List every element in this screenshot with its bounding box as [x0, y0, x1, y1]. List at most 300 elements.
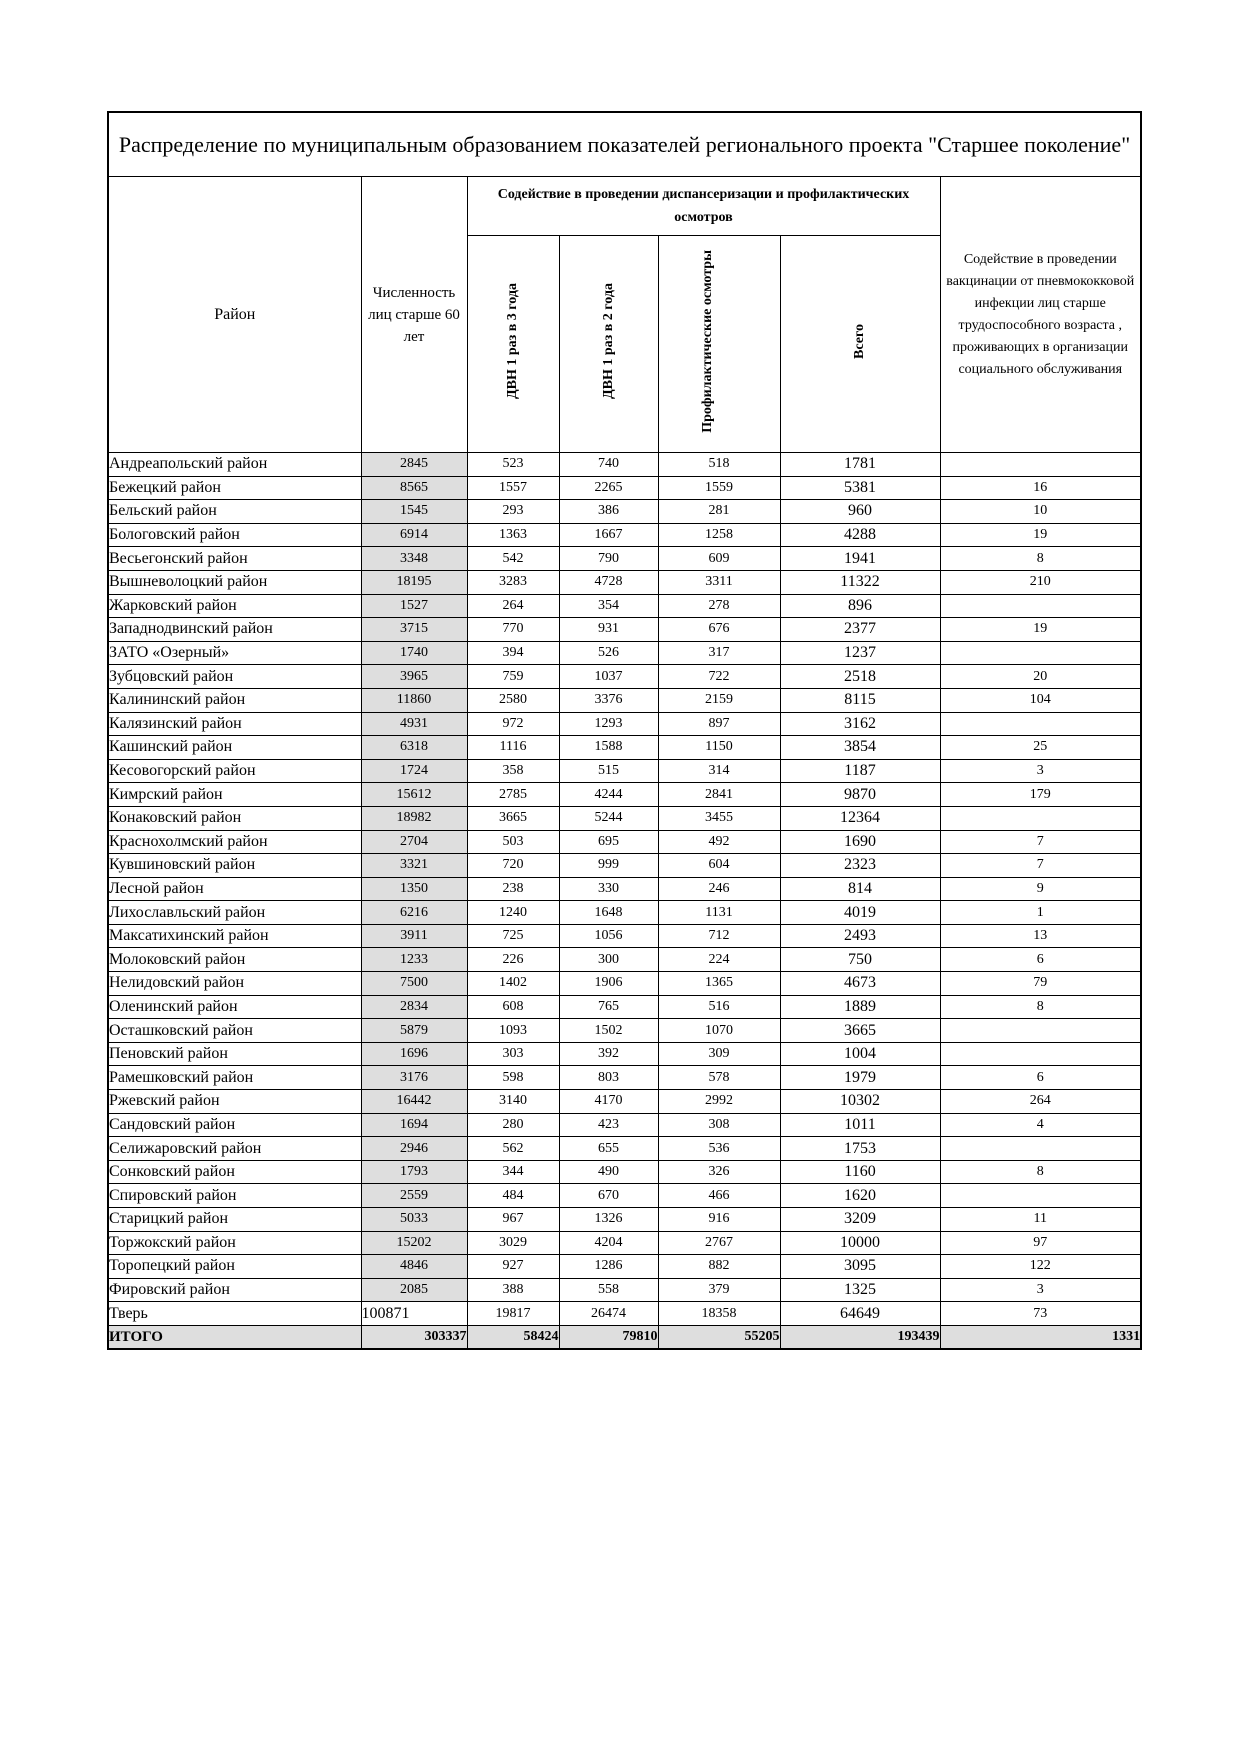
vaccination-cell: 9 [940, 877, 1141, 901]
district-name: Краснохолмский район [108, 830, 361, 854]
vaccination-cell [940, 1019, 1141, 1043]
total-cell: 193439 [780, 1325, 940, 1349]
vaccination-cell: 3 [940, 1278, 1141, 1302]
table-row [108, 1278, 1141, 1302]
dvn2-cell: 392 [559, 1042, 658, 1066]
preventive-cell: 712 [658, 924, 780, 948]
district-name: Бельский район [108, 500, 361, 524]
population-cell: 15202 [361, 1231, 467, 1255]
preventive-cell: 466 [658, 1184, 780, 1208]
table-row [108, 1208, 1141, 1232]
dvn3-cell: 19817 [467, 1302, 559, 1326]
population-cell: 3348 [361, 547, 467, 571]
population-cell: 6216 [361, 901, 467, 925]
population-cell: 1545 [361, 500, 467, 524]
total-cell: 2518 [780, 665, 940, 689]
table-row [108, 618, 1141, 642]
dvn2-cell: 655 [559, 1137, 658, 1161]
population-cell: 2085 [361, 1278, 467, 1302]
header-dvn-2-years: ДВН 1 раз в 2 года [559, 236, 658, 453]
table-row [108, 1042, 1141, 1066]
table-row [108, 641, 1141, 665]
dvn2-cell: 765 [559, 995, 658, 1019]
district-name: Осташковский район [108, 1019, 361, 1043]
population-cell: 1793 [361, 1160, 467, 1184]
table-row [108, 523, 1141, 547]
total-cell: 1187 [780, 759, 940, 783]
vaccination-cell: 179 [940, 783, 1141, 807]
table-row [108, 1184, 1141, 1208]
vaccination-cell: 16 [940, 476, 1141, 500]
preventive-cell: 317 [658, 641, 780, 665]
dvn3-cell: 358 [467, 759, 559, 783]
vaccination-cell [940, 1042, 1141, 1066]
preventive-cell: 281 [658, 500, 780, 524]
population-cell: 3965 [361, 665, 467, 689]
total-cell: 960 [780, 500, 940, 524]
preventive-cell: 326 [658, 1160, 780, 1184]
preventive-cell: 379 [658, 1278, 780, 1302]
table-row [108, 972, 1141, 996]
dvn3-cell: 2580 [467, 688, 559, 712]
total-cell: 814 [780, 877, 940, 901]
district-name: Кимрский район [108, 783, 361, 807]
dvn2-cell: 1286 [559, 1255, 658, 1279]
district-name: Сандовский район [108, 1113, 361, 1137]
population-cell: 2704 [361, 830, 467, 854]
table-row [108, 948, 1141, 972]
dvn2-cell: 300 [559, 948, 658, 972]
dvn3-cell: 3283 [467, 570, 559, 594]
dvn3-cell: 394 [467, 641, 559, 665]
total-cell: 10000 [780, 1231, 940, 1255]
dvn3-cell: 598 [467, 1066, 559, 1090]
table-row [108, 594, 1141, 618]
district-name: Калязинский район [108, 712, 361, 736]
total-cell: 4019 [780, 901, 940, 925]
dvn2-cell: 790 [559, 547, 658, 571]
dvn2-cell: 330 [559, 877, 658, 901]
dvn2-cell: 386 [559, 500, 658, 524]
preventive-cell: 2159 [658, 688, 780, 712]
preventive-cell: 314 [658, 759, 780, 783]
vaccination-cell: 8 [940, 1160, 1141, 1184]
vaccination-cell [940, 641, 1141, 665]
total-cell: 3665 [780, 1019, 940, 1043]
population-cell: 1696 [361, 1042, 467, 1066]
district-name: Вышневолоцкий район [108, 570, 361, 594]
population-cell: 1740 [361, 641, 467, 665]
total-cell: 11322 [780, 570, 940, 594]
preventive-cell: 536 [658, 1137, 780, 1161]
dvn2-cell: 803 [559, 1066, 658, 1090]
preventive-cell: 3455 [658, 806, 780, 830]
preventive-cell: 1131 [658, 901, 780, 925]
population-cell: 4931 [361, 712, 467, 736]
vaccination-cell [940, 453, 1141, 477]
preventive-cell: 676 [658, 618, 780, 642]
preventive-cell: 897 [658, 712, 780, 736]
preventive-cell: 916 [658, 1208, 780, 1232]
preventive-cell: 604 [658, 854, 780, 878]
total-cell: 9870 [780, 783, 940, 807]
total-cell: 1237 [780, 641, 940, 665]
dvn3-cell: 3029 [467, 1231, 559, 1255]
total-cell: 1620 [780, 1184, 940, 1208]
header-rayon: Район [108, 177, 361, 453]
dvn2-cell: 5244 [559, 806, 658, 830]
dvn3-cell: 967 [467, 1208, 559, 1232]
preventive-cell: 882 [658, 1255, 780, 1279]
dvn3-cell: 503 [467, 830, 559, 854]
dvn2-cell: 1326 [559, 1208, 658, 1232]
dvn3-cell: 1402 [467, 972, 559, 996]
district-name: Максатихинский район [108, 924, 361, 948]
dvn2-cell: 1293 [559, 712, 658, 736]
district-name: Зубцовский район [108, 665, 361, 689]
table-row [108, 736, 1141, 760]
vaccination-cell: 104 [940, 688, 1141, 712]
dvn3-cell: 303 [467, 1042, 559, 1066]
total-cell: 4288 [780, 523, 940, 547]
table-row [108, 1113, 1141, 1137]
table-row [108, 759, 1141, 783]
population-cell: 1350 [361, 877, 467, 901]
table-title: Распределение по муниципальным образованием показателей регионального проекта "Старшее поколение" [108, 112, 1141, 177]
dvn2-cell: 695 [559, 830, 658, 854]
dvn3-cell: 344 [467, 1160, 559, 1184]
total-cell: 3854 [780, 736, 940, 760]
district-name: Спировский район [108, 1184, 361, 1208]
total-cell: 8115 [780, 688, 940, 712]
vaccination-cell [940, 1137, 1141, 1161]
table-row [108, 924, 1141, 948]
preventive-cell: 308 [658, 1113, 780, 1137]
total-cell: 896 [780, 594, 940, 618]
district-name: Старицкий район [108, 1208, 361, 1232]
dvn3-cell: 720 [467, 854, 559, 878]
population-cell: 4846 [361, 1255, 467, 1279]
population-cell: 8565 [361, 476, 467, 500]
table-row [108, 1019, 1141, 1043]
total-cell: 1004 [780, 1042, 940, 1066]
dvn2-cell: 1502 [559, 1019, 658, 1043]
population-cell: 3176 [361, 1066, 467, 1090]
vaccination-cell: 19 [940, 618, 1141, 642]
total-cell: 5381 [780, 476, 940, 500]
district-name: Жарковский район [108, 594, 361, 618]
dvn2-cell: 26474 [559, 1302, 658, 1326]
district-name: Ржевский район [108, 1090, 361, 1114]
header-vaccination: Содействие в проведении вакцинации от пневмококковой инфекции лиц старше трудоспособного возраста , проживающих в организации социального обслуживания [940, 177, 1141, 453]
district-name: Нелидовский район [108, 972, 361, 996]
district-name: Сонковский район [108, 1160, 361, 1184]
district-name: Рамешковский район [108, 1066, 361, 1090]
dvn3-cell: 280 [467, 1113, 559, 1137]
table-row [108, 547, 1141, 571]
district-name: ИТОГО [108, 1325, 361, 1349]
district-name: Конаковский район [108, 806, 361, 830]
dvn2-cell: 999 [559, 854, 658, 878]
district-name: Тверь [108, 1302, 361, 1326]
dvn3-cell: 927 [467, 1255, 559, 1279]
preventive-cell: 18358 [658, 1302, 780, 1326]
vaccination-cell: 97 [940, 1231, 1141, 1255]
total-cell: 4673 [780, 972, 940, 996]
district-name: Западнодвинский район [108, 618, 361, 642]
header-dispensary-group: Содействие в проведении диспансеризации и профилактических осмотров [467, 177, 940, 236]
total-cell: 10302 [780, 1090, 940, 1114]
table-row [108, 500, 1141, 524]
total-cell: 2323 [780, 854, 940, 878]
district-name: Торопецкий район [108, 1255, 361, 1279]
dvn2-cell: 670 [559, 1184, 658, 1208]
preventive-cell: 278 [658, 594, 780, 618]
dvn2-cell: 490 [559, 1160, 658, 1184]
total-cell: 1979 [780, 1066, 940, 1090]
table-row [108, 476, 1141, 500]
total-cell: 64649 [780, 1302, 940, 1326]
dvn3-cell: 238 [467, 877, 559, 901]
population-cell: 303337 [361, 1325, 467, 1349]
vaccination-cell: 4 [940, 1113, 1141, 1137]
dvn2-cell: 558 [559, 1278, 658, 1302]
table-row [108, 995, 1141, 1019]
dvn2-cell: 354 [559, 594, 658, 618]
district-name: Лихославльский район [108, 901, 361, 925]
vaccination-cell: 20 [940, 665, 1141, 689]
population-cell: 1724 [361, 759, 467, 783]
table-row [108, 665, 1141, 689]
vaccination-cell: 1331 [940, 1325, 1141, 1349]
preventive-cell: 492 [658, 830, 780, 854]
population-cell: 3715 [361, 618, 467, 642]
dvn3-cell: 523 [467, 453, 559, 477]
population-cell: 16442 [361, 1090, 467, 1114]
dvn3-cell: 484 [467, 1184, 559, 1208]
dvn2-cell: 1056 [559, 924, 658, 948]
table-row [108, 712, 1141, 736]
dvn2-cell: 3376 [559, 688, 658, 712]
preventive-cell: 224 [658, 948, 780, 972]
table-row [108, 783, 1141, 807]
dvn3-cell: 1093 [467, 1019, 559, 1043]
dvn3-cell: 388 [467, 1278, 559, 1302]
total-cell: 1160 [780, 1160, 940, 1184]
dvn2-cell: 1037 [559, 665, 658, 689]
dvn2-cell: 79810 [559, 1325, 658, 1349]
preventive-cell: 2992 [658, 1090, 780, 1114]
vaccination-cell: 11 [940, 1208, 1141, 1232]
preventive-cell: 722 [658, 665, 780, 689]
population-cell: 18982 [361, 806, 467, 830]
district-name: Бологовский район [108, 523, 361, 547]
dvn2-cell: 515 [559, 759, 658, 783]
total-cell: 1753 [780, 1137, 940, 1161]
dvn2-cell: 1648 [559, 901, 658, 925]
preventive-cell: 246 [658, 877, 780, 901]
dvn2-cell: 931 [559, 618, 658, 642]
dvn3-cell: 58424 [467, 1325, 559, 1349]
district-name: Оленинский район [108, 995, 361, 1019]
total-cell: 3162 [780, 712, 940, 736]
vaccination-cell: 13 [940, 924, 1141, 948]
population-cell: 3911 [361, 924, 467, 948]
vaccination-cell: 19 [940, 523, 1141, 547]
dvn2-cell: 1667 [559, 523, 658, 547]
vaccination-cell: 7 [940, 830, 1141, 854]
vaccination-cell [940, 594, 1141, 618]
total-cell: 3209 [780, 1208, 940, 1232]
vaccination-cell: 122 [940, 1255, 1141, 1279]
vaccination-cell: 6 [940, 1066, 1141, 1090]
preventive-cell: 516 [658, 995, 780, 1019]
vaccination-cell [940, 806, 1141, 830]
dvn3-cell: 770 [467, 618, 559, 642]
vaccination-cell: 73 [940, 1302, 1141, 1326]
table-row [108, 1137, 1141, 1161]
population-cell: 1527 [361, 594, 467, 618]
total-cell: 12364 [780, 806, 940, 830]
population-cell: 6914 [361, 523, 467, 547]
population-cell: 18195 [361, 570, 467, 594]
dvn3-cell: 1116 [467, 736, 559, 760]
table-row [108, 1255, 1141, 1279]
dvn2-cell: 526 [559, 641, 658, 665]
population-cell: 7500 [361, 972, 467, 996]
vaccination-cell: 1 [940, 901, 1141, 925]
dvn3-cell: 3665 [467, 806, 559, 830]
table-row [108, 570, 1141, 594]
district-name: Весьегонский район [108, 547, 361, 571]
population-cell: 2946 [361, 1137, 467, 1161]
district-name: Лесной район [108, 877, 361, 901]
dvn2-cell: 423 [559, 1113, 658, 1137]
population-cell: 2559 [361, 1184, 467, 1208]
dvn3-cell: 1363 [467, 523, 559, 547]
total-cell: 1325 [780, 1278, 940, 1302]
preventive-cell: 1559 [658, 476, 780, 500]
population-cell: 15612 [361, 783, 467, 807]
table-row [108, 901, 1141, 925]
district-name: Молоковский район [108, 948, 361, 972]
dvn3-cell: 3140 [467, 1090, 559, 1114]
population-cell: 1694 [361, 1113, 467, 1137]
dvn3-cell: 264 [467, 594, 559, 618]
table-row [108, 688, 1141, 712]
vaccination-cell: 6 [940, 948, 1141, 972]
vaccination-cell: 25 [940, 736, 1141, 760]
population-cell: 3321 [361, 854, 467, 878]
district-name: ЗАТО «Озерный» [108, 641, 361, 665]
population-cell: 11860 [361, 688, 467, 712]
total-cell: 2377 [780, 618, 940, 642]
dvn3-cell: 725 [467, 924, 559, 948]
preventive-cell: 1070 [658, 1019, 780, 1043]
vaccination-cell: 79 [940, 972, 1141, 996]
dvn2-cell: 1588 [559, 736, 658, 760]
dvn3-cell: 1240 [467, 901, 559, 925]
district-name: Фировский район [108, 1278, 361, 1302]
total-cell: 2493 [780, 924, 940, 948]
preventive-cell: 309 [658, 1042, 780, 1066]
table-row [108, 806, 1141, 830]
district-name: Селижаровский район [108, 1137, 361, 1161]
table-row [108, 1231, 1141, 1255]
dvn2-cell: 4244 [559, 783, 658, 807]
total-row [108, 1325, 1141, 1349]
population-cell: 100871 [361, 1302, 467, 1326]
dvn2-cell: 4170 [559, 1090, 658, 1114]
preventive-cell: 55205 [658, 1325, 780, 1349]
dvn3-cell: 226 [467, 948, 559, 972]
header-population: Численность лиц старше 60 лет [361, 177, 467, 453]
dvn2-cell: 4728 [559, 570, 658, 594]
dvn3-cell: 2785 [467, 783, 559, 807]
district-name: Кашинский район [108, 736, 361, 760]
preventive-cell: 2841 [658, 783, 780, 807]
total-cell: 1889 [780, 995, 940, 1019]
preventive-cell: 1365 [658, 972, 780, 996]
population-cell: 5879 [361, 1019, 467, 1043]
vaccination-cell: 10 [940, 500, 1141, 524]
preventive-cell: 1258 [658, 523, 780, 547]
preventive-cell: 2767 [658, 1231, 780, 1255]
total-cell: 1011 [780, 1113, 940, 1137]
total-cell: 750 [780, 948, 940, 972]
dvn3-cell: 542 [467, 547, 559, 571]
dvn2-cell: 4204 [559, 1231, 658, 1255]
preventive-cell: 1150 [658, 736, 780, 760]
population-cell: 5033 [361, 1208, 467, 1232]
vaccination-cell: 264 [940, 1090, 1141, 1114]
vaccination-cell: 3 [940, 759, 1141, 783]
header-dvn-3-years: ДВН 1 раз в 3 года [467, 236, 559, 453]
population-cell: 6318 [361, 736, 467, 760]
population-cell: 2834 [361, 995, 467, 1019]
tver-row [108, 1302, 1141, 1326]
dvn2-cell: 1906 [559, 972, 658, 996]
dvn2-cell: 2265 [559, 476, 658, 500]
table-row [108, 854, 1141, 878]
dvn3-cell: 608 [467, 995, 559, 1019]
table-row [108, 1160, 1141, 1184]
district-name: Бежецкий район [108, 476, 361, 500]
total-cell: 1781 [780, 453, 940, 477]
vaccination-cell [940, 1184, 1141, 1208]
indicators-table [107, 111, 1142, 1350]
population-cell: 1233 [361, 948, 467, 972]
district-name: Пеновский район [108, 1042, 361, 1066]
table-row [108, 1066, 1141, 1090]
table-row [108, 453, 1141, 477]
vaccination-cell: 7 [940, 854, 1141, 878]
preventive-cell: 3311 [658, 570, 780, 594]
preventive-cell: 578 [658, 1066, 780, 1090]
district-name: Андреапольский район [108, 453, 361, 477]
vaccination-cell: 8 [940, 995, 1141, 1019]
total-cell: 3095 [780, 1255, 940, 1279]
vaccination-cell: 8 [940, 547, 1141, 571]
table-row [108, 1090, 1141, 1114]
table-row [108, 877, 1141, 901]
header-preventive-exams: Профилактические осмотры [658, 236, 780, 453]
total-cell: 1690 [780, 830, 940, 854]
district-name: Кувшиновский район [108, 854, 361, 878]
dvn3-cell: 759 [467, 665, 559, 689]
dvn2-cell: 740 [559, 453, 658, 477]
dvn3-cell: 972 [467, 712, 559, 736]
